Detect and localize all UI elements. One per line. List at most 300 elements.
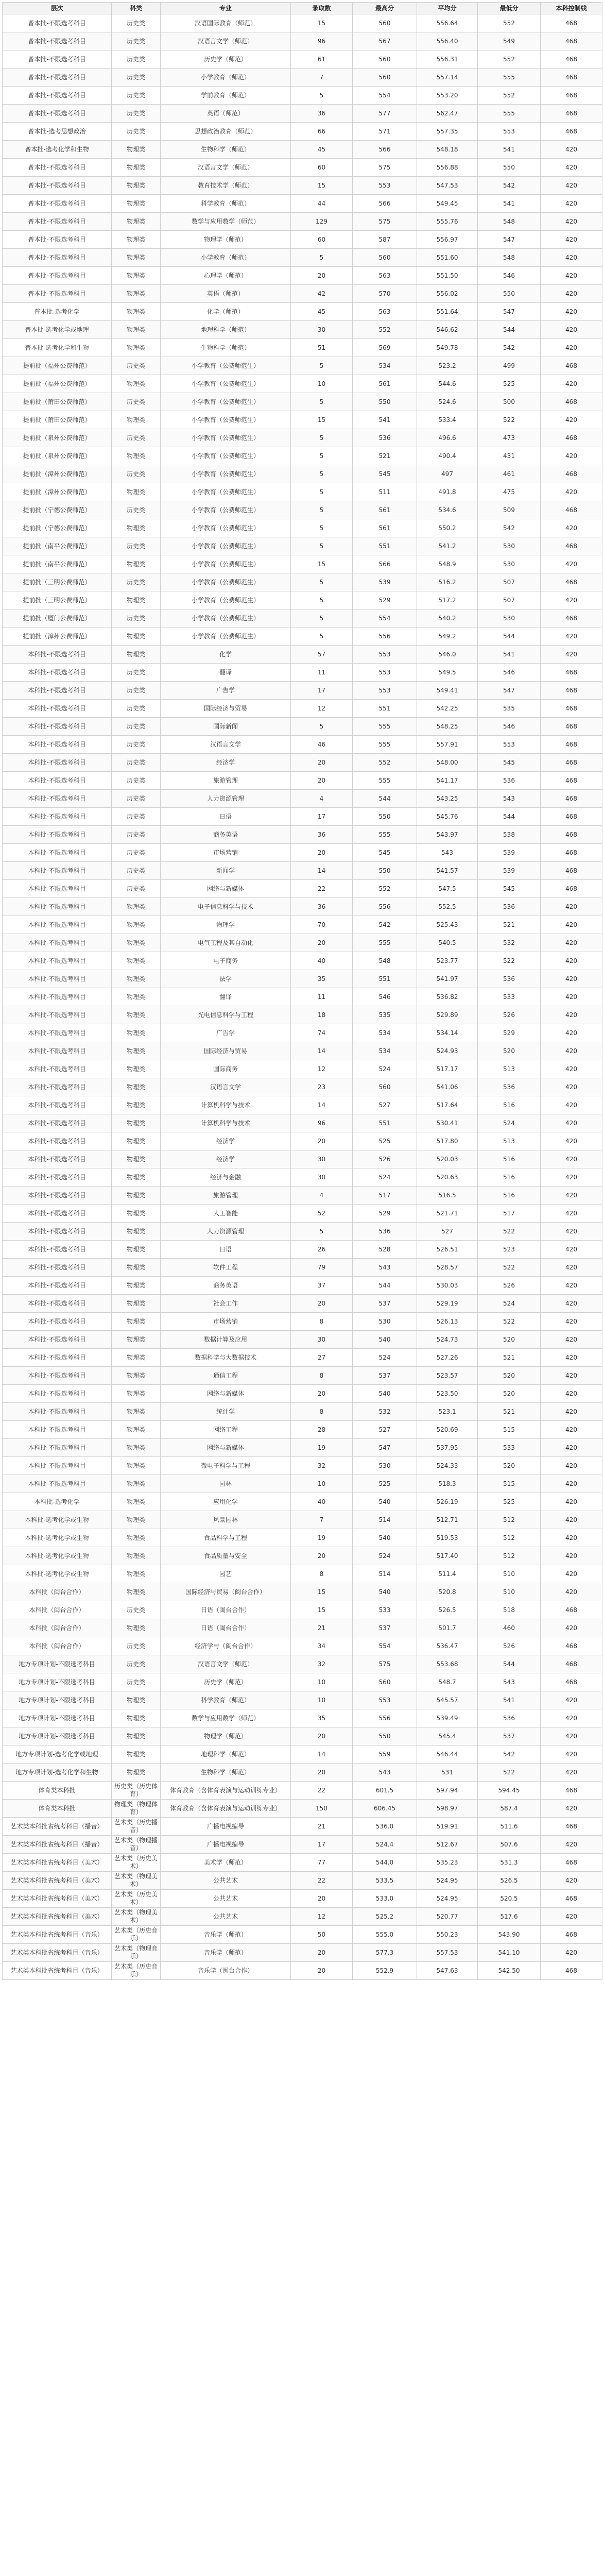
cell-max-score: 555 xyxy=(353,736,417,754)
cell-level: 本科批-不限选考科目 xyxy=(3,808,112,826)
cell-min-score: 548 xyxy=(478,249,541,267)
cell-major: 经济学 xyxy=(161,754,291,772)
cell-avg-score: 550.23 xyxy=(417,1926,478,1944)
cell-avg-score: 543.97 xyxy=(417,826,478,844)
table-row xyxy=(3,1493,602,1511)
cell-avg-score: 556.40 xyxy=(417,32,478,50)
cell-max-score: 560 xyxy=(353,14,417,32)
cell-level: 本科批-不限选考科目 xyxy=(3,1223,112,1241)
cell-category: 物理类 xyxy=(112,555,161,573)
cell-control-line: 420 xyxy=(541,1709,602,1727)
cell-min-score: 552 xyxy=(478,50,541,69)
cell-major: 物理学 xyxy=(161,916,291,934)
cell-max-score: 552 xyxy=(353,321,417,339)
cell-admitted-count: 44 xyxy=(291,195,353,213)
table-row xyxy=(3,1745,602,1764)
cell-min-score: 522 xyxy=(478,1259,541,1277)
cell-min-score: 543.90 xyxy=(478,1926,541,1944)
admission-score-table xyxy=(2,2,602,1980)
cell-level: 本科批-不限选考科目 xyxy=(3,682,112,700)
cell-avg-score: 541.57 xyxy=(417,862,478,880)
cell-major: 小学教育（公费师范生） xyxy=(161,375,291,393)
cell-category: 艺术类（物理音乐） xyxy=(112,1944,161,1962)
table-row xyxy=(3,1854,602,1872)
cell-control-line: 420 xyxy=(541,1006,602,1024)
cell-level: 本科批-不限选考科目 xyxy=(3,772,112,790)
cell-admitted-count: 32 xyxy=(291,1655,353,1673)
cell-control-line: 420 xyxy=(541,213,602,231)
cell-avg-score: 530.03 xyxy=(417,1277,478,1295)
cell-category: 艺术类（历史美术） xyxy=(112,1854,161,1872)
cell-avg-score: 549.2 xyxy=(417,628,478,646)
cell-major: 计算机科学与技术 xyxy=(161,1114,291,1132)
table-row xyxy=(3,411,602,429)
cell-admitted-count: 8 xyxy=(291,1367,353,1385)
cell-major: 网络与新媒体 xyxy=(161,1439,291,1457)
cell-category: 历史类 xyxy=(112,790,161,808)
cell-major: 商务英语 xyxy=(161,1277,291,1295)
cell-major: 小学教育（公费师范生） xyxy=(161,429,291,447)
cell-level: 普本批-不限选考科目 xyxy=(3,105,112,123)
cell-control-line: 420 xyxy=(541,1096,602,1114)
cell-control-line: 420 xyxy=(541,1150,602,1168)
cell-max-score: 530 xyxy=(353,1313,417,1331)
cell-category: 历史类 xyxy=(112,682,161,700)
cell-avg-score: 524.95 xyxy=(417,1890,478,1908)
cell-major: 人力资源管理 xyxy=(161,1223,291,1241)
cell-avg-score: 517.80 xyxy=(417,1132,478,1150)
cell-level: 本科批-不限选考科目 xyxy=(3,1313,112,1331)
cell-major: 科学教育（师范） xyxy=(161,1691,291,1709)
cell-control-line: 420 xyxy=(541,1132,602,1150)
cell-control-line: 420 xyxy=(541,1403,602,1421)
cell-major: 旅游管理 xyxy=(161,1187,291,1205)
cell-min-score: 516 xyxy=(478,1168,541,1187)
table-row xyxy=(3,195,602,213)
cell-level: 地方专项计划-不限选考科目 xyxy=(3,1655,112,1673)
cell-max-score: 524.4 xyxy=(353,1836,417,1854)
cell-min-score: 542.50 xyxy=(478,1962,541,1980)
cell-level: 普本批-不限选考科目 xyxy=(3,267,112,285)
cell-level: 本科批-不限选考科目 xyxy=(3,1403,112,1421)
cell-level: 本科批-选考化学或生物 xyxy=(3,1547,112,1565)
table-row xyxy=(3,1277,602,1295)
cell-max-score: 537 xyxy=(353,1367,417,1385)
cell-max-score: 555 xyxy=(353,772,417,790)
cell-major: 体育教育（含体育表演与运动训练专业） xyxy=(161,1800,291,1818)
cell-min-score: 524 xyxy=(478,1295,541,1313)
cell-control-line: 420 xyxy=(541,159,602,177)
cell-admitted-count: 20 xyxy=(291,1764,353,1782)
cell-major: 翻译 xyxy=(161,988,291,1006)
cell-avg-score: 511.4 xyxy=(417,1565,478,1583)
cell-level: 提前批（漳州公费师范） xyxy=(3,483,112,501)
cell-min-score: 541 xyxy=(478,195,541,213)
cell-control-line: 420 xyxy=(541,231,602,249)
cell-major: 数学与应用数学（师范） xyxy=(161,213,291,231)
cell-level: 普本批-选考化学和生物 xyxy=(3,339,112,357)
cell-level: 艺术类本科批省统考科目（美术） xyxy=(3,1890,112,1908)
cell-admitted-count: 45 xyxy=(291,303,353,321)
cell-level: 普本批-不限选考科目 xyxy=(3,285,112,303)
cell-min-score: 541 xyxy=(478,141,541,159)
cell-category: 物理类（物理体育） xyxy=(112,1800,161,1818)
table-row xyxy=(3,1908,602,1926)
cell-major: 物理学（师范） xyxy=(161,1727,291,1745)
cell-admitted-count: 30 xyxy=(291,1331,353,1349)
cell-level: 艺术类本科批省统考科目（美术） xyxy=(3,1908,112,1926)
cell-control-line: 468 xyxy=(541,1637,602,1655)
cell-category: 物理类 xyxy=(112,1529,161,1547)
cell-max-score: 601.5 xyxy=(353,1782,417,1800)
cell-max-score: 514 xyxy=(353,1511,417,1529)
cell-min-score: 533 xyxy=(478,1439,541,1457)
cell-category: 物理类 xyxy=(112,1277,161,1295)
cell-category: 物理类 xyxy=(112,934,161,952)
cell-avg-score: 553.68 xyxy=(417,1655,478,1673)
cell-major: 公共艺术 xyxy=(161,1908,291,1926)
cell-admitted-count: 5 xyxy=(291,573,353,591)
cell-major: 商务英语 xyxy=(161,826,291,844)
cell-admitted-count: 10 xyxy=(291,1691,353,1709)
cell-control-line: 420 xyxy=(541,1367,602,1385)
cell-max-score: 537 xyxy=(353,1619,417,1637)
cell-avg-score: 520.8 xyxy=(417,1583,478,1601)
cell-major: 经济学与（闽台合作） xyxy=(161,1637,291,1655)
cell-category: 历史类 xyxy=(112,1655,161,1673)
table-row xyxy=(3,123,602,141)
cell-major: 微电子科学与工程 xyxy=(161,1457,291,1475)
cell-control-line: 468 xyxy=(541,1782,602,1800)
cell-min-score: 517.6 xyxy=(478,1908,541,1926)
cell-min-score: 520 xyxy=(478,1457,541,1475)
cell-max-score: 540 xyxy=(353,1583,417,1601)
cell-category: 艺术类（历史音乐） xyxy=(112,1926,161,1944)
cell-avg-score: 516.2 xyxy=(417,573,478,591)
cell-level: 普本批-不限选考科目 xyxy=(3,87,112,105)
cell-min-score: 520.5 xyxy=(478,1890,541,1908)
cell-control-line: 420 xyxy=(541,1511,602,1529)
cell-category: 物理类 xyxy=(112,591,161,609)
cell-min-score: 517 xyxy=(478,1205,541,1223)
cell-major: 网络工程 xyxy=(161,1421,291,1439)
cell-admitted-count: 21 xyxy=(291,1619,353,1637)
table-row xyxy=(3,1295,602,1313)
cell-max-score: 529 xyxy=(353,591,417,609)
cell-admitted-count: 5 xyxy=(291,628,353,646)
table-row xyxy=(3,1818,602,1836)
cell-category: 物理类 xyxy=(112,1024,161,1042)
cell-control-line: 420 xyxy=(541,195,602,213)
cell-avg-score: 517.17 xyxy=(417,1060,478,1078)
cell-avg-score: 549.45 xyxy=(417,195,478,213)
cell-level: 普本批-不限选考科目 xyxy=(3,14,112,32)
cell-major: 数学与应用数学（师范） xyxy=(161,1709,291,1727)
cell-min-score: 530 xyxy=(478,609,541,628)
cell-admitted-count: 74 xyxy=(291,1024,353,1042)
cell-control-line: 468 xyxy=(541,808,602,826)
table-row xyxy=(3,447,602,465)
cell-control-line: 468 xyxy=(541,429,602,447)
cell-max-score: 532 xyxy=(353,1403,417,1421)
cell-major: 网络与新媒体 xyxy=(161,880,291,898)
cell-avg-score: 524.6 xyxy=(417,393,478,411)
cell-control-line: 468 xyxy=(541,609,602,628)
cell-max-score: 550 xyxy=(353,1727,417,1745)
cell-category: 物理类 xyxy=(112,177,161,195)
cell-min-score: 546 xyxy=(478,267,541,285)
cell-major: 国际经济与贸易（闽台合作） xyxy=(161,1583,291,1601)
table-row xyxy=(3,1114,602,1132)
cell-admitted-count: 10 xyxy=(291,375,353,393)
cell-level: 本科批-不限选考科目 xyxy=(3,1457,112,1475)
cell-avg-score: 527.26 xyxy=(417,1349,478,1367)
cell-level: 本科批-不限选考科目 xyxy=(3,1367,112,1385)
cell-category: 历史类 xyxy=(112,700,161,718)
cell-control-line: 420 xyxy=(541,1205,602,1223)
cell-major: 通信工程 xyxy=(161,1367,291,1385)
cell-major: 新闻学 xyxy=(161,862,291,880)
cell-min-score: 512 xyxy=(478,1529,541,1547)
cell-control-line: 468 xyxy=(541,718,602,736)
cell-category: 物理类 xyxy=(112,628,161,646)
cell-min-score: 552 xyxy=(478,87,541,105)
table-row xyxy=(3,1926,602,1944)
cell-avg-score: 545.4 xyxy=(417,1727,478,1745)
cell-min-score: 522 xyxy=(478,411,541,429)
cell-avg-score: 546.0 xyxy=(417,646,478,664)
cell-major: 小学教育（公费师范生） xyxy=(161,609,291,628)
cell-category: 物理类 xyxy=(112,249,161,267)
cell-avg-score: 536.82 xyxy=(417,988,478,1006)
cell-category: 物理类 xyxy=(112,1421,161,1439)
cell-control-line: 420 xyxy=(541,1691,602,1709)
table-row xyxy=(3,177,602,195)
table-row xyxy=(3,1385,602,1403)
cell-category: 物理类 xyxy=(112,1205,161,1223)
cell-category: 物理类 xyxy=(112,1078,161,1096)
cell-min-score: 522 xyxy=(478,1313,541,1331)
cell-max-score: 536 xyxy=(353,1223,417,1241)
cell-min-score: 545 xyxy=(478,880,541,898)
cell-min-score: 539 xyxy=(478,862,541,880)
cell-major: 社会工作 xyxy=(161,1295,291,1313)
cell-admitted-count: 18 xyxy=(291,1006,353,1024)
cell-control-line: 420 xyxy=(541,1764,602,1782)
cell-control-line: 468 xyxy=(541,465,602,483)
cell-min-score: 526 xyxy=(478,1637,541,1655)
cell-admitted-count: 15 xyxy=(291,555,353,573)
table-row xyxy=(3,339,602,357)
cell-category: 艺术类（历史音乐） xyxy=(112,1962,161,1980)
cell-admitted-count: 20 xyxy=(291,1962,353,1980)
cell-control-line: 420 xyxy=(541,970,602,988)
cell-level: 本科批-不限选考科目 xyxy=(3,790,112,808)
cell-major: 音乐学（闽台合作） xyxy=(161,1962,291,1980)
cell-min-score: 550 xyxy=(478,159,541,177)
cell-major: 汉语言文学 xyxy=(161,736,291,754)
cell-major: 公共艺术 xyxy=(161,1872,291,1890)
cell-category: 历史类 xyxy=(112,664,161,682)
cell-major: 日语（闽台合作） xyxy=(161,1619,291,1637)
cell-max-score: 524 xyxy=(353,1349,417,1367)
cell-admitted-count: 17 xyxy=(291,682,353,700)
cell-category: 物理类 xyxy=(112,952,161,970)
cell-admitted-count: 5 xyxy=(291,1223,353,1241)
cell-avg-score: 556.88 xyxy=(417,159,478,177)
cell-major: 心理学（师范） xyxy=(161,267,291,285)
cell-admitted-count: 77 xyxy=(291,1854,353,1872)
cell-admitted-count: 5 xyxy=(291,87,353,105)
table-row xyxy=(3,934,602,952)
cell-max-score: 550 xyxy=(353,393,417,411)
cell-max-score: 552 xyxy=(353,754,417,772)
cell-avg-score: 523.1 xyxy=(417,1403,478,1421)
cell-admitted-count: 61 xyxy=(291,50,353,69)
cell-level: 本科批-不限选考科目 xyxy=(3,1421,112,1439)
cell-min-score: 544 xyxy=(478,1655,541,1673)
cell-category: 物理类 xyxy=(112,1493,161,1511)
cell-control-line: 420 xyxy=(541,898,602,916)
cell-admitted-count: 79 xyxy=(291,1259,353,1277)
cell-major: 园艺 xyxy=(161,1565,291,1583)
cell-category: 物理类 xyxy=(112,1295,161,1313)
cell-admitted-count: 40 xyxy=(291,952,353,970)
cell-level: 普本批-不限选考科目 xyxy=(3,231,112,249)
cell-level: 提前批（福州公费师范） xyxy=(3,375,112,393)
table-row xyxy=(3,573,602,591)
cell-admitted-count: 20 xyxy=(291,267,353,285)
cell-level: 本科批-不限选考科目 xyxy=(3,1331,112,1349)
cell-max-score: 544 xyxy=(353,790,417,808)
cell-control-line: 420 xyxy=(541,1313,602,1331)
cell-avg-score: 518.3 xyxy=(417,1475,478,1493)
cell-major: 生物科学（师范） xyxy=(161,339,291,357)
cell-level: 地方专项计划-选考化学或地理 xyxy=(3,1745,112,1764)
cell-max-score: 556 xyxy=(353,628,417,646)
cell-min-score: 537 xyxy=(478,1727,541,1745)
cell-max-score: 553 xyxy=(353,664,417,682)
cell-category: 物理类 xyxy=(112,1745,161,1764)
table-row xyxy=(3,1132,602,1150)
cell-major: 电气工程及其自动化 xyxy=(161,934,291,952)
cell-min-score: 535 xyxy=(478,700,541,718)
cell-level: 提前批（漳州公费师范） xyxy=(3,628,112,646)
cell-major: 人力资源管理 xyxy=(161,790,291,808)
table-row xyxy=(3,1511,602,1529)
cell-major: 数据科学与大数据技术 xyxy=(161,1349,291,1367)
cell-level: 本科批-不限选考科目 xyxy=(3,718,112,736)
cell-major: 小学教育（公费师范生） xyxy=(161,591,291,609)
cell-admitted-count: 57 xyxy=(291,646,353,664)
cell-min-score: 473 xyxy=(478,429,541,447)
cell-max-score: 533 xyxy=(353,1601,417,1619)
cell-avg-score: 557.14 xyxy=(417,69,478,87)
cell-category: 历史类 xyxy=(112,14,161,32)
cell-avg-score: 534.6 xyxy=(417,501,478,519)
table-row xyxy=(3,826,602,844)
table-row xyxy=(3,736,602,754)
cell-category: 物理类 xyxy=(112,1150,161,1168)
cell-max-score: 534 xyxy=(353,1024,417,1042)
cell-min-score: 542 xyxy=(478,519,541,537)
cell-min-score: 544 xyxy=(478,321,541,339)
cell-max-score: 545 xyxy=(353,465,417,483)
cell-admitted-count: 14 xyxy=(291,1096,353,1114)
cell-level: 普本批-选考化学和生物 xyxy=(3,141,112,159)
cell-category: 历史类 xyxy=(112,718,161,736)
cell-max-score: 571 xyxy=(353,123,417,141)
cell-admitted-count: 5 xyxy=(291,249,353,267)
cell-min-score: 541.10 xyxy=(478,1944,541,1962)
cell-major: 生物科学（师范） xyxy=(161,141,291,159)
cell-admitted-count: 10 xyxy=(291,1475,353,1493)
cell-avg-score: 531 xyxy=(417,1764,478,1782)
cell-min-score: 553 xyxy=(478,123,541,141)
cell-min-score: 475 xyxy=(478,483,541,501)
cell-control-line: 420 xyxy=(541,303,602,321)
cell-admitted-count: 20 xyxy=(291,1727,353,1745)
cell-control-line: 420 xyxy=(541,447,602,465)
cell-avg-score: 521.71 xyxy=(417,1205,478,1223)
cell-category: 历史类 xyxy=(112,1601,161,1619)
cell-category: 物理类 xyxy=(112,1042,161,1060)
cell-control-line: 420 xyxy=(541,1223,602,1241)
cell-min-score: 547 xyxy=(478,682,541,700)
cell-avg-score: 520.69 xyxy=(417,1421,478,1439)
cell-level: 本科批-不限选考科目 xyxy=(3,736,112,754)
cell-control-line: 468 xyxy=(541,1854,602,1872)
cell-admitted-count: 36 xyxy=(291,105,353,123)
cell-min-score: 525 xyxy=(478,375,541,393)
cell-max-score: 541 xyxy=(353,411,417,429)
table-row xyxy=(3,105,602,123)
table-row xyxy=(3,375,602,393)
cell-major: 音乐学（师范） xyxy=(161,1926,291,1944)
cell-control-line: 420 xyxy=(541,1168,602,1187)
cell-max-score: 560 xyxy=(353,69,417,87)
cell-admitted-count: 20 xyxy=(291,1295,353,1313)
cell-level: 本科批-不限选考科目 xyxy=(3,1205,112,1223)
cell-admitted-count: 19 xyxy=(291,1439,353,1457)
cell-category: 历史类 xyxy=(112,736,161,754)
cell-avg-score: 536.47 xyxy=(417,1637,478,1655)
cell-max-score: 555 xyxy=(353,826,417,844)
cell-level: 本科批-不限选考科目 xyxy=(3,1439,112,1457)
cell-major: 法学 xyxy=(161,970,291,988)
cell-category: 物理类 xyxy=(112,141,161,159)
cell-avg-score: 540.5 xyxy=(417,934,478,952)
cell-major: 国际商务 xyxy=(161,1060,291,1078)
cell-admitted-count: 20 xyxy=(291,934,353,952)
cell-level: 本科批-不限选考科目 xyxy=(3,700,112,718)
cell-category: 物理类 xyxy=(112,1187,161,1205)
cell-control-line: 468 xyxy=(541,105,602,123)
cell-avg-score: 545.57 xyxy=(417,1691,478,1709)
cell-major: 应用化学 xyxy=(161,1493,291,1511)
cell-avg-score: 552.5 xyxy=(417,898,478,916)
cell-major: 小学教育（公费师范生） xyxy=(161,555,291,573)
cell-avg-score: 540.2 xyxy=(417,609,478,628)
cell-max-score: 563 xyxy=(353,267,417,285)
cell-major: 数据计算及应用 xyxy=(161,1331,291,1349)
cell-max-score: 566 xyxy=(353,195,417,213)
cell-avg-score: 544.6 xyxy=(417,375,478,393)
cell-control-line: 420 xyxy=(541,1385,602,1403)
cell-control-line: 420 xyxy=(541,1493,602,1511)
cell-major: 英语（师范） xyxy=(161,105,291,123)
cell-control-line: 468 xyxy=(541,736,602,754)
